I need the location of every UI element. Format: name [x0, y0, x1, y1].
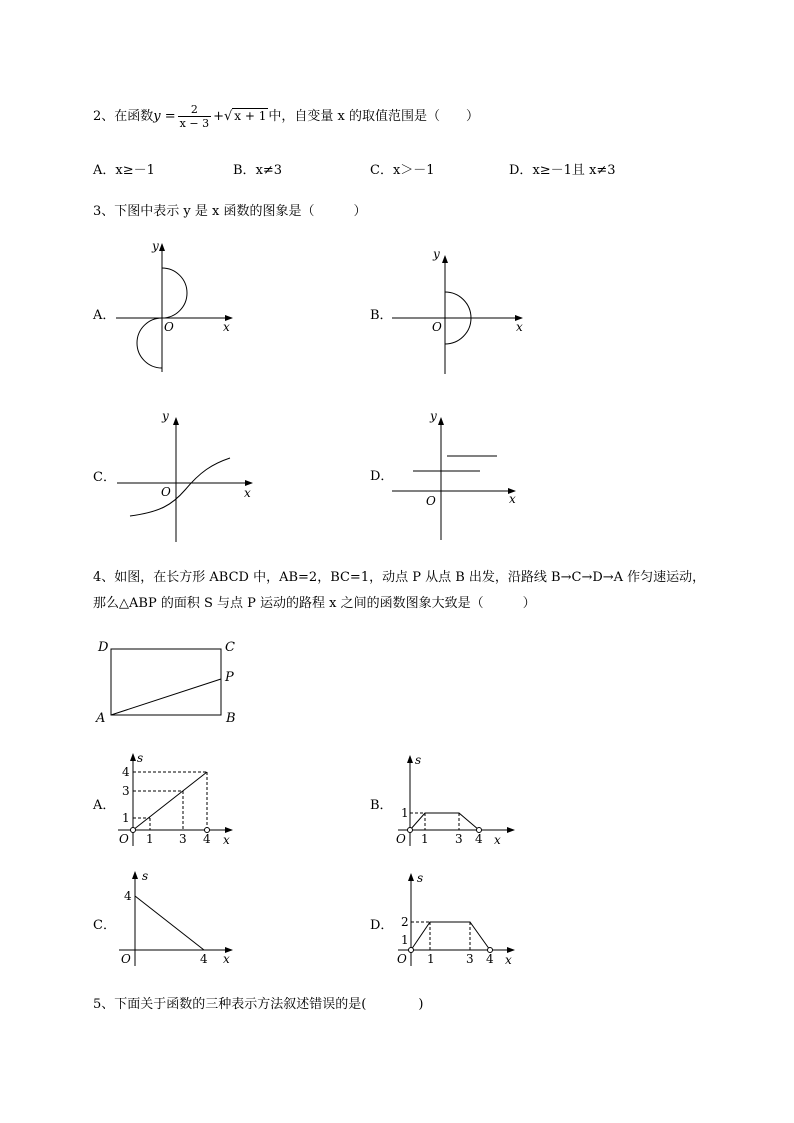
y-label: y — [433, 247, 440, 261]
x-tick-4: 4 — [203, 832, 211, 846]
segment-ap — [111, 679, 221, 715]
q3-graph-c — [117, 409, 252, 542]
y-label: y — [162, 409, 169, 423]
y-label: y — [152, 239, 159, 253]
q4-graph-b — [396, 753, 514, 847]
x-label: x — [223, 320, 230, 334]
x-tick-4: 4 — [200, 952, 208, 966]
y-tick-2: 2 — [401, 915, 409, 929]
y-tick-1: 1 — [401, 806, 409, 820]
point-p: P — [225, 670, 234, 685]
q2-sqrt-content: x + 1 — [234, 109, 267, 123]
x-tick-1: 1 — [421, 832, 429, 846]
origin-label: O — [119, 832, 129, 846]
x-tick-4: 4 — [486, 952, 494, 966]
q2-option-a[interactable] — [93, 159, 155, 178]
x-tick-1: 1 — [427, 952, 435, 966]
q3-graph-a — [116, 239, 232, 372]
x-tick-3: 3 — [466, 952, 474, 966]
q2-option-c[interactable] — [370, 159, 435, 178]
open-point-x4 — [205, 828, 210, 833]
origin-label: O — [432, 320, 442, 334]
x-label: x — [244, 486, 251, 500]
q2-frac-num: 2 — [178, 103, 211, 117]
option-text: x≥－1 — [115, 163, 155, 178]
y-tick-1: 1 — [401, 933, 409, 947]
q2-fraction — [178, 103, 211, 130]
q2-prefix: 2、在函数 — [93, 109, 154, 124]
q3-label-c[interactable]: C． — [93, 470, 116, 485]
x-label: x — [516, 320, 523, 334]
x-label: x — [494, 833, 501, 847]
open-point-origin — [409, 948, 414, 953]
origin-label: O — [426, 494, 436, 508]
q2-plus: + — [213, 109, 224, 124]
q4-label-d[interactable]: D． — [370, 918, 394, 933]
x-tick-3: 3 — [179, 832, 187, 846]
graph-line — [133, 772, 207, 830]
origin-label: O — [161, 485, 171, 499]
graph-line — [135, 896, 204, 950]
q4-graph-a — [118, 751, 232, 847]
graph-line — [411, 922, 490, 950]
q2-sqrt-sym: √ — [223, 109, 233, 124]
vertex-d: D — [98, 640, 109, 655]
s-label: s — [142, 869, 149, 883]
s-label: s — [137, 751, 144, 765]
q3-label-b[interactable]: B． — [370, 308, 393, 323]
open-point-origin — [408, 828, 413, 833]
option-label: B． — [233, 163, 256, 178]
q3-stem: 3、下图中表示 y 是 x 函数的图象是（ ） — [93, 204, 367, 219]
q4-graph-d — [397, 871, 514, 967]
upper-semicircle — [162, 268, 187, 318]
q4-label-b[interactable]: B． — [370, 798, 393, 813]
option-text: x≥－1且 x≠3 — [532, 163, 616, 178]
y-tick-4: 4 — [124, 889, 132, 903]
x-tick-3: 3 — [455, 832, 463, 846]
origin-label: O — [396, 832, 406, 846]
y-tick-4: 4 — [122, 765, 130, 779]
open-point-x4 — [477, 828, 482, 833]
option-label: D． — [509, 163, 533, 178]
option-text: x≠3 — [255, 163, 283, 178]
q5-stem: 5、下面关于函数的三种表示方法叙述错误的是( ) — [93, 997, 424, 1012]
origin-label: O — [121, 952, 131, 966]
x-label: x — [505, 953, 512, 967]
open-point-origin — [131, 828, 136, 833]
origin-label: O — [397, 952, 407, 966]
y-tick-3: 3 — [122, 784, 130, 798]
q3-label-d[interactable]: D． — [370, 469, 394, 484]
right-semicircle — [445, 292, 471, 344]
q4-stem-line2: 那么△ABP 的面积 S 与点 P 运动的路程 x 之间的函数图象大致是（ ） — [93, 596, 536, 611]
q3-graph-d — [392, 409, 516, 540]
origin-label: O — [164, 320, 174, 334]
q2-option-d[interactable] — [509, 159, 616, 178]
x-tick-4: 4 — [475, 832, 483, 846]
vertex-a: A — [96, 711, 106, 726]
vertex-c: C — [225, 640, 235, 655]
option-text: x＞－1 — [392, 163, 435, 178]
q4-stem-line1: 4、如图，在长方形 ABCD 中，AB=2，BC=1，动点 P 从点 B 出发，沿路线 B→C→D→A 作匀速运动， — [93, 570, 706, 585]
x-label: x — [223, 833, 230, 847]
q4-rectangle-figure — [95, 640, 236, 726]
option-label: A． — [93, 163, 116, 178]
q2-frac-den: x − 3 — [179, 117, 210, 130]
s-curve — [130, 458, 230, 516]
s-label: s — [417, 871, 424, 885]
x-label: x — [509, 492, 516, 506]
rectangle-abcd — [111, 649, 221, 715]
vertex-b: B — [226, 711, 236, 726]
x-label: x — [223, 952, 230, 966]
q2-formula-lhs: y = — [153, 109, 176, 124]
s-label: s — [415, 753, 422, 767]
x-tick-1: 1 — [146, 832, 154, 846]
q2-option-b[interactable] — [233, 159, 282, 178]
graph-line — [410, 813, 479, 830]
q2-stem — [93, 103, 479, 130]
lower-semicircle — [137, 318, 162, 368]
q3-graph-b — [392, 247, 523, 374]
open-point-x4 — [488, 948, 493, 953]
q3-label-a[interactable]: A． — [93, 308, 116, 323]
option-label: C． — [370, 163, 393, 178]
q4-label-c[interactable]: C． — [93, 918, 116, 933]
y-tick-1: 1 — [122, 811, 130, 825]
q4-graph-c — [119, 869, 232, 966]
q4-label-a[interactable]: A． — [93, 798, 116, 813]
q2-suffix: 中，自变量 x 的取值范围是（ ） — [268, 109, 479, 124]
y-label: y — [430, 409, 437, 423]
